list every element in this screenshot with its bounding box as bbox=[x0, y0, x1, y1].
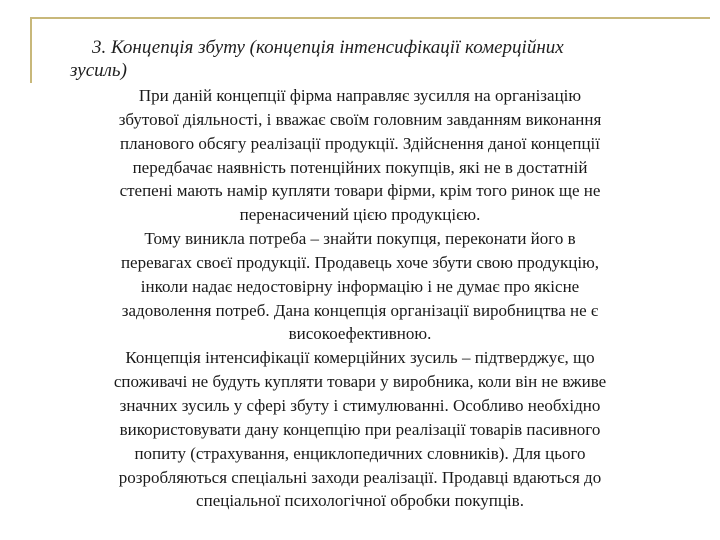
body-line: перевагах своєї продукції. Продавець хоче збути свою продукцію, bbox=[120, 252, 600, 272]
body-line: інколи надає недостовірну інформацію і не думає про якісне bbox=[140, 276, 580, 296]
body-line: споживачі не будуть купляти товари у виробника, коли він не вживе bbox=[113, 372, 607, 392]
body-line: значних зусиль у сфері збуту і стимулюванні. Особливо необхідно bbox=[119, 395, 601, 415]
body-line: спеціальної психологічної обробки покупців. bbox=[196, 491, 524, 511]
body-line: збутової діяльності, і вважає своїм головним завданням виконання bbox=[118, 109, 602, 129]
body-line: планового обсягу реалізації продукції. Здійснення даної концепції bbox=[119, 133, 600, 153]
body-line: високоефективною. bbox=[288, 324, 432, 344]
slide-title bbox=[70, 36, 630, 82]
body-line: використовувати дану концепцію при реалізації товарів пасивного bbox=[119, 419, 601, 439]
body-line: перенасичений цією продукцією. bbox=[239, 205, 481, 225]
top-decorative-rule bbox=[30, 17, 710, 19]
body-line: попиту (страхування, енциклопедичних словників). Для цього bbox=[134, 443, 586, 463]
body-line: Тому виникла потреба – знайти покупця, переконати його в bbox=[144, 229, 576, 249]
left-decorative-rule bbox=[30, 17, 32, 83]
body-line: задоволення потреб. Дана концепція організації виробництва не є bbox=[121, 300, 599, 320]
body-line: При даній концепції фірма направляє зусилля на організацію bbox=[138, 86, 582, 105]
body-line: степені мають намір купляти товари фірми, крім того ринок ще не bbox=[119, 181, 601, 201]
slide-title-line-2: зусиль) bbox=[70, 60, 127, 81]
slide-body-text bbox=[26, 84, 694, 513]
slide-title-line-1: 3. Концепція збуту (концепція інтенсифікації комерційних bbox=[92, 37, 564, 58]
body-line: Концепція інтенсифікації комерційних зусиль – підтверджує, що bbox=[125, 348, 595, 368]
body-line: передбачає наявність потенційних покупців, які не в достатній bbox=[132, 157, 588, 177]
body-line: розробляються спеціальні заходи реалізації. Продавці вдаються до bbox=[118, 467, 602, 487]
